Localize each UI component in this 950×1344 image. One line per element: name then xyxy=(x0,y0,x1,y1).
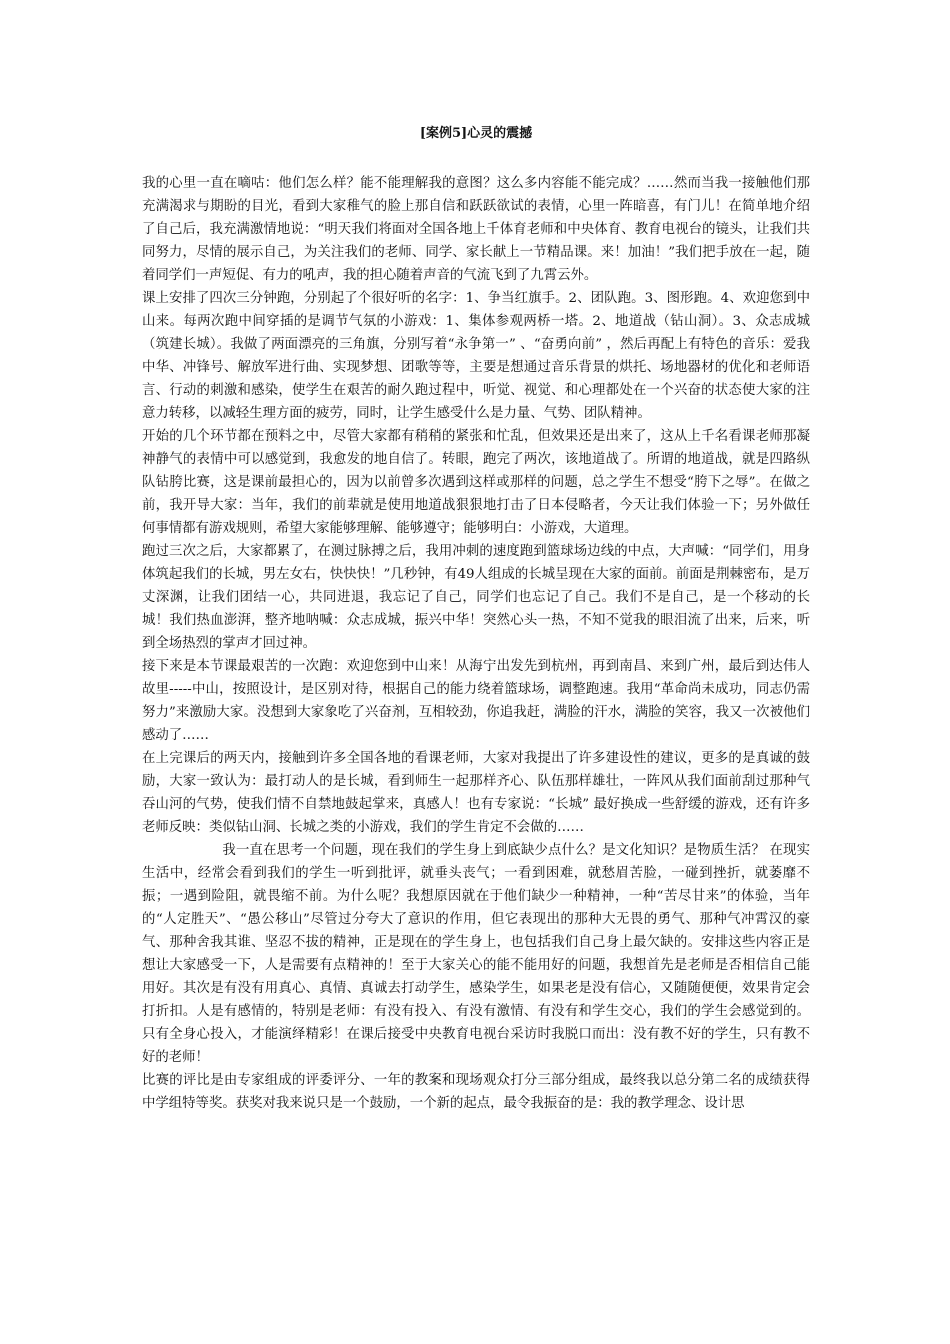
paragraph: 课上安排了四次三分钟跑，分别起了个很好听的名字：1、争当红旗手。2、团队跑。3、图形跑。4、欢迎您到中山来。每两次跑中间穿插的是调节气氛的小游戏：1、集体参观两桥一塔。2、地道战（钻山洞）。3、众志成城（筑建长城）。我做了两面漂亮的三角旗，分别写着“永争第一” 、“奋勇向前” ，然后再配上有特色的音乐：爱我中华、冲锋号、解放军进行曲、实现梦想、团歌等等，主要是想通过音乐背景的烘托、场地器材的优化和老师语言、行动的刺激和感染，使学生在艰苦的耐久跑过程中，听觉、视觉、和心理都处在一个兴奋的状态使大家的注意力转移，以减轻生理方面的疲劳，同时，让学生感受什么是力量、气势、团队精神。 xyxy=(142,291,810,421)
paragraph: 我的心里一直在嘀咕：他们怎么样？能不能理解我的意图？这么多内容能不能完成？……然而当我一接触他们那充满渴求与期盼的目光，看到大家稚气的脸上那自信和跃跃欲试的表情，心里一阵暗喜，有门儿！在简单地介绍了自己后，我充满激情地说：“明天我们将面对全国各地上千体育老师和中央体育、教育电视台的镜头，让我们共同努力，尽情的展示自己，为关注我们的老师、同学、家长献上一节精品课。来！加油！”我们把手放在一起，随着同学们一声短促、有力的吼声，我的担心随着声音的气流飞到了九霄云外。 xyxy=(142,176,810,283)
paragraph: 比赛的评比是由专家组成的评委评分、一年的教案和现场观众打分三部分组成，最终我以总分第二名的成绩获得中学组特等奖。获奖对我来说只是一个鼓励，一个新的起点，最令我振奋的是：我的教学理念、设计思 xyxy=(142,1073,810,1111)
paragraph: 开始的几个环节都在预料之中，尽管大家都有稍稍的紧张和忙乱，但效果还是出来了，这从上千名看课老师那凝神静气的表情中可以感觉到，我愈发的地自信了。转眼，跑完了两次，该地道战了。所谓的地道战，就是四路纵队钻胯比赛，这是课前最担心的，因为以前曾多次遇到这样或那样的问题，总之学生不想受“胯下之辱”。在做之前，我开导大家：当年，我们的前辈就是使用地道战狠狠地打击了日本侵略者，今天让我们体验一下；另外做任何事情都有游戏规则，希望大家能够理解、能够遵守；能够明白：小游戏，大道理。 xyxy=(142,429,810,536)
paragraph: 在上完课后的两天内，接触到许多全国各地的看课老师，大家对我提出了许多建设性的建议，更多的是真诚的鼓励，大家一致认为：最打动人的是长城，看到师生一起那样齐心、队伍那样雄壮，一阵风从我们面前刮过那种气吞山河的气势，使我们情不自禁地鼓起掌来，真感人！也有专家说：“长城” 最好换成一些舒缓的游戏，还有许多老师反映：类似钻山洞、长城之类的小游戏，我们的学生肯定不会做的…… xyxy=(142,751,810,835)
document-title: [案例5]心灵的震撼 xyxy=(419,126,533,141)
paragraph: 接下来是本节课最艰苦的一次跑：欢迎您到中山来！从海宁出发先到杭州，再到南昌、来到广州，最后到达伟人故里-----中山，按照设计，是区别对待，根据自己的能力绕着篮球场，调整跑速。我用“革命尚未成功，同志仍需努力”来激励大家。没想到大家象吃了兴奋剂，互相较劲，你追我赶，满脸的汗水，满脸的笑容，我又一次被他们感动了…… xyxy=(142,659,810,743)
paragraph: 跑过三次之后，大家都累了，在测过脉搏之后，我用冲刺的速度跑到篮球场边线的中点，大声喊：“同学们，用身体筑起我们的长城，男左女右，快快快！”几秒钟，有49人组成的长城呈现在大家的面前。前面是荆棘密布，是万丈深渊，让我们团结一心，共同进退，我忘记了自己，同学们也忘记了自己。我们不是自己，是一个移动的长城！我们热血澎湃，整齐地呐喊：众志成城，振兴中华！突然心头一热，不知不觉我的眼泪流了出来，后来，听到全场热烈的掌声才回过神。 xyxy=(142,544,810,651)
paragraph: 我一直在思考一个问题，现在我们的学生身上到底缺少点什么？是文化知识？是物质生活？ 在现实生活中，经常会看到我们的学生一听到批评，就垂头丧气；一看到困难，就愁眉苦脸，一碰到挫折，就萎靡不振；一遇到险阻，就畏缩不前。为什么呢？我想原因就在于他们缺少一种精神，一种“苦尽甘来”的体验，当年的“人定胜天”、“愚公移山”尽管过分夸大了意识的作用，但它表现出的那种大无畏的勇气、那种气冲霄汉的豪气、那种舍我其谁、坚忍不拔的精神，正是现在的学生身上，也包括我们自己身上最欠缺的。安排这些内容正是想让大家感受一下，人是需要有点精神的！至于大家关心的能不能用好的问题，我想首先是老师是否相信自己能用好。其次是有没有用真心、真情、真诚去打动学生，感染学生，如果老是没有信心，又随随便便，效果肯定会打折扣。人是有感情的，特别是老师：有没有投入、有没有激情、有没有和学生交心，我们的学生会感觉到的。只有全身心投入，才能演绎精彩！在课后接受中央教育电视台采访时我脱口而出：没有教不好的学生，只有教不好的老师！ xyxy=(142,843,810,1065)
document-page xyxy=(142,124,810,1115)
